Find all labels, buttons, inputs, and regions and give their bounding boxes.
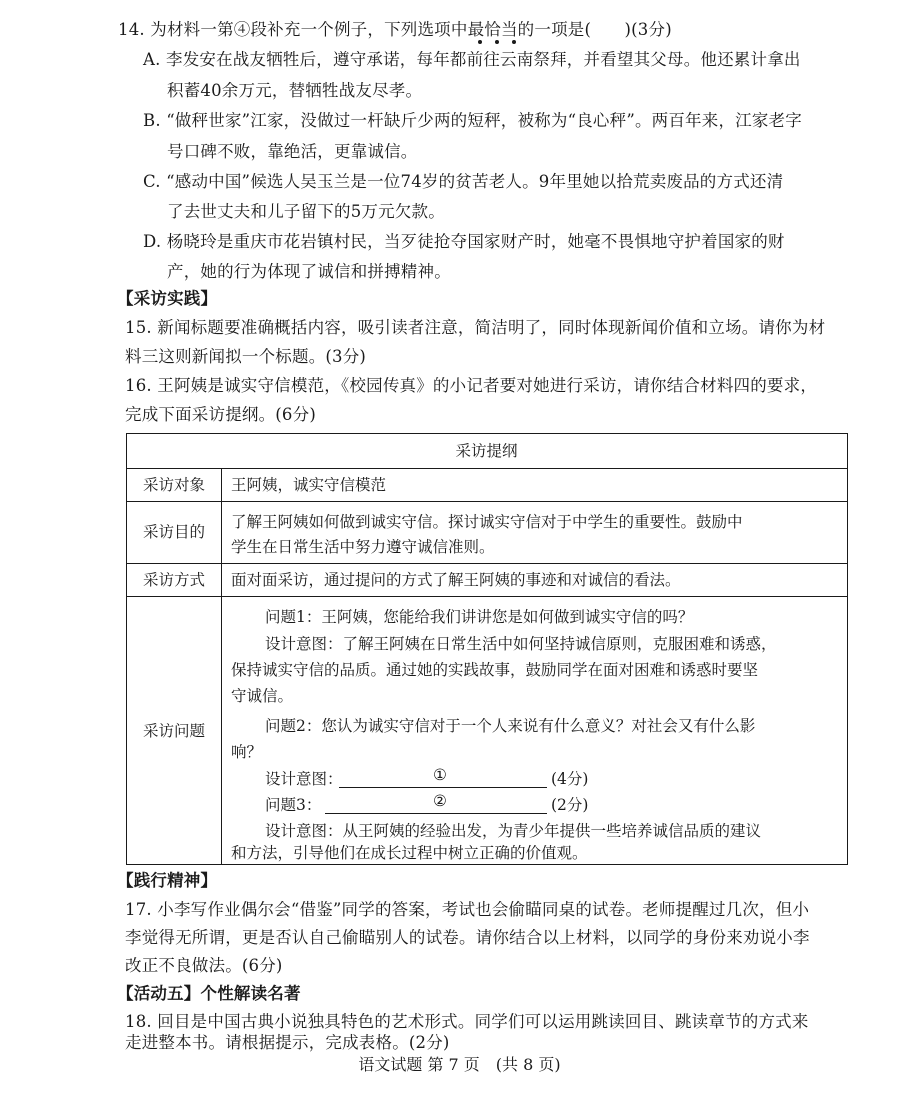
q17-line2: 李觉得无所谓，更是否认自己偷瞄别人的试卷。请你结合以上材料，以同学的身份来劝说小李 <box>125 928 810 947</box>
q14-option-a-line1: A. 李发安在战友牺牲后，遵守承诺，每年都前往云南祭拜，并看望其父母。他还累计拿出 <box>143 50 801 69</box>
intent-3-line2: 和方法，引导他们在成长过程中树立正确的价值观。 <box>231 844 588 862</box>
q16-line2: 完成下面采访提纲。(6分) <box>125 405 316 424</box>
value-purpose-line2: 学生在日常生活中努力遵守诚信准则。 <box>231 538 495 556</box>
section-heading-activity5: 【活动五】个性解读名著 <box>117 984 301 1003</box>
q14-option-c-line1: C. “感动中国”候选人吴玉兰是一位74岁的贫苦老人。9年里她以拾荒卖废品的方式还清 <box>143 172 784 191</box>
blank-2-score: (2分) <box>551 796 589 814</box>
question-2-line1: 问题2：您认为诚实守信对于一个人来说有什么意义？对社会又有什么影 <box>265 717 756 735</box>
label-questions: 采访问题 <box>142 722 205 740</box>
q14-option-d-line1: D. 杨晓玲是重庆市花岩镇村民，当歹徒抢夺国家财产时，她毫不畏惧地守护着国家的财 <box>143 232 785 251</box>
q17-line3: 改正不良做法。(6分) <box>125 956 283 975</box>
q16-line1: 16. 王阿姨是诚实守信模范，《校园传真》的小记者要对她进行采访，请你结合材料四的要求， <box>125 376 818 395</box>
q14-option-d-line2: 产，她的行为体现了诚信和拼搏精神。 <box>167 262 451 281</box>
q18-line1: 18. 回目是中国古典小说独具特色的艺术形式。同学们可以运用跳读回目、跳读章节的方式来 <box>125 1012 809 1031</box>
q14-stem: 14. 为材料一第④段补充一个例子，下列选项中最恰当的一项是( )(3分) <box>118 20 672 39</box>
q15-line2: 料三这则新闻拟一个标题。(3分) <box>125 347 367 366</box>
intent-1-line1: 设计意图：了解王阿姨在日常生活中如何坚持诚信原则，克服困难和诱惑， <box>265 635 777 653</box>
section-heading-practice: 【践行精神】 <box>117 871 218 890</box>
q17-line1: 17. 小李写作业偶尔会“借鉴”同学的答案，考试也会偷瞄同桌的试卷。老师提醒过几次，但小 <box>125 900 810 919</box>
value-purpose-line1: 了解王阿姨如何做到诚实守信。探讨诚实守信对于中学生的重要性。鼓励中 <box>231 513 743 531</box>
section-heading-interview: 【采访实践】 <box>117 289 218 308</box>
question-2-line2: 响？ <box>231 743 263 761</box>
q15-line1: 15. 新闻标题要准确概括内容，吸引读者注意，简洁明了，同时体现新闻价值和立场。请你为材 <box>125 318 826 337</box>
answer-blank-1[interactable] <box>339 787 547 788</box>
label-purpose: 采访目的 <box>142 523 205 541</box>
intent-1-line3: 守诚信。 <box>231 687 294 705</box>
intent-3-line1: 设计意图：从王阿姨的经验出发，为青少年提供一些培养诚信品质的建议 <box>265 822 762 840</box>
label-target: 采访对象 <box>142 476 205 494</box>
interview-outline-table <box>126 433 848 865</box>
answer-blank-2[interactable] <box>325 813 547 814</box>
outline-title: 采访提纲 <box>455 442 518 460</box>
q14-option-b-line2: 号口碑不败，靠绝活，更靠诚信。 <box>167 142 418 161</box>
q14-option-c-line2: 了去世丈夫和儿子留下的5万元欠款。 <box>167 202 445 221</box>
blank-2-marker: ② <box>433 792 447 810</box>
label-method: 采访方式 <box>142 571 205 589</box>
value-target: 王阿姨，诚实守信模范 <box>231 476 387 494</box>
blank-1-score: (4分) <box>551 770 589 788</box>
q14-option-a-line2: 积蓄40余万元，替牺牲战友尽孝。 <box>167 81 423 100</box>
question-1: 问题1：王阿姨，您能给我们讲讲您是如何做到诚实守信的吗？ <box>265 608 694 626</box>
intent-1-line2: 保持诚实守信的品质。通过她的实践故事，鼓励同学在面对困难和诱惑时要坚 <box>231 661 759 679</box>
question-3-label: 问题3： <box>265 796 322 814</box>
blank-1-marker: ① <box>433 766 447 784</box>
page-footer: 语文试题 第 7 页 (共 8 页) <box>358 1055 561 1074</box>
q18-line2: 走进整本书。请根据提示，完成表格。(2分) <box>125 1033 450 1052</box>
value-method: 面对面采访，通过提问的方式了解王阿姨的事迹和对诚信的看法。 <box>231 571 681 589</box>
emphasis-dots <box>478 40 532 48</box>
q14-option-b-line1: B. “做秤世家”江家，没做过一杆缺斤少两的短秤，被称为“良心秤”。两百年来，江家老字 <box>143 111 802 130</box>
intent-2-label: 设计意图： <box>265 770 343 788</box>
